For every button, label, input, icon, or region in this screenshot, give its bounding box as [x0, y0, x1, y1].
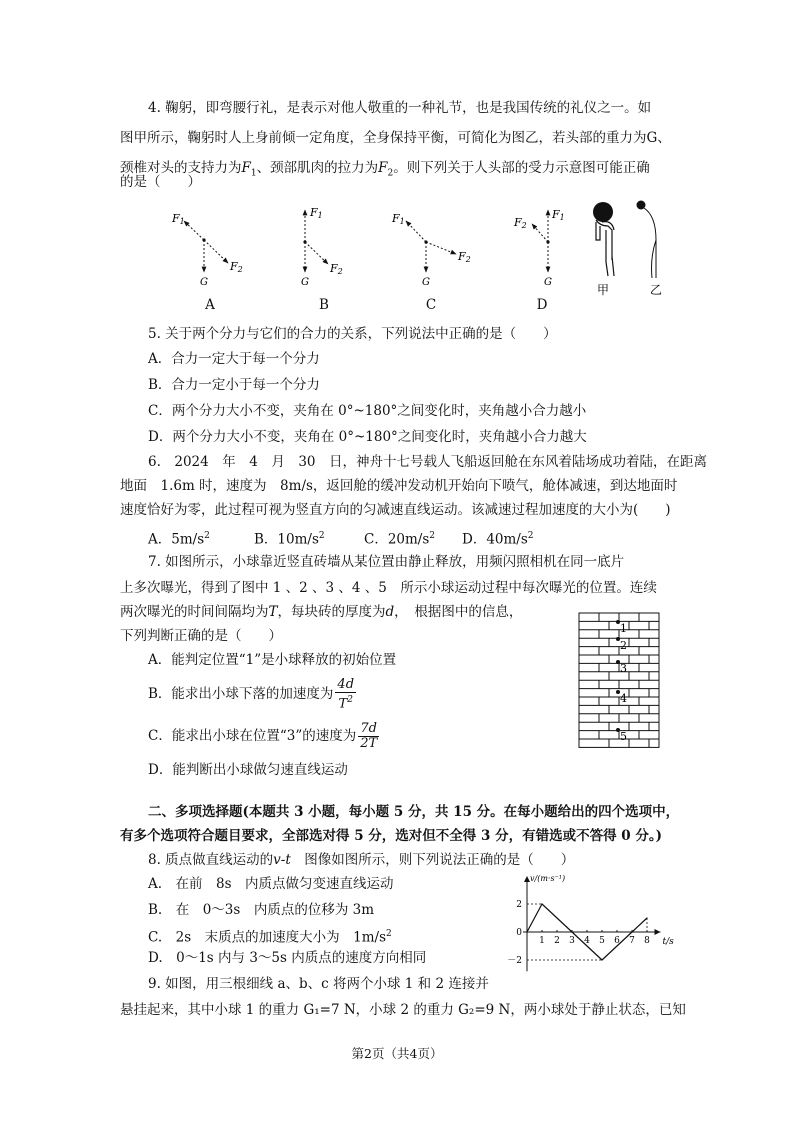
ball-label-5: 5	[620, 730, 627, 743]
q8-option-a: A. 在前 8s 内质点做匀变速直线运动	[148, 876, 394, 892]
c-f2-label: F2	[458, 250, 471, 264]
ball-label-2: 2	[620, 639, 627, 652]
q4-option-c-label: C	[425, 297, 437, 313]
bowing-person-figure	[593, 202, 614, 276]
q6-option-a: A．$5m/s^2$	[148, 531, 210, 548]
q9-line-1: 9. 如图，用三根细线 a、b、c 将两个小球 1 和 2 连接并	[148, 976, 489, 992]
vt-point-3	[601, 959, 602, 960]
vt-point-1	[541, 903, 542, 904]
diagram-b	[301, 206, 343, 288]
x-tick-label-6: 6	[614, 936, 620, 946]
q7-option-b: B．能求出小球下落的加速度为 $\frac{4d}{T^2}$	[148, 677, 355, 712]
q7-option-d: D．能判断出小球做匀速直线运动	[148, 762, 348, 778]
x-tick-label-5: 5	[599, 936, 605, 946]
page-footer: 第2页（共4页）	[351, 1046, 443, 1061]
diagram-c	[391, 212, 471, 288]
t-axis-arrow	[655, 929, 661, 935]
x-tick-label-8: 8	[644, 936, 650, 946]
q7-line-2: 上多次曝光，得到了图中 1 、2 、3 、4 、5 所示小球运动过程中每次曝光的位置。连续	[120, 580, 657, 596]
b-f2-label: F2	[330, 262, 343, 276]
ball-label-3: 3	[620, 662, 627, 675]
q4-option-a-label: A	[205, 297, 215, 313]
ball-label-4: 4	[620, 692, 627, 705]
d-g-label: G	[544, 277, 552, 288]
vt-point-4	[631, 931, 632, 932]
b-f1-label: F1	[310, 206, 323, 220]
y-tick-label-2: 2	[516, 900, 522, 910]
diagram-a	[171, 212, 243, 288]
q6-option-c: C．$20m/s^2$	[364, 531, 436, 548]
x-tick-label-4: 4	[584, 936, 590, 946]
a-f1-label: F1	[172, 212, 185, 226]
y-axis-label: v/(m·s⁻¹)	[530, 874, 566, 883]
vt-point-0	[526, 931, 527, 932]
section2-line-1: 二、多项选择题(本题共 3 小题，每小题 5 分，共 15 分。在每小题给出的四个选项中，	[148, 804, 680, 820]
q7-line-1: 7. 如图所示，小球靠近竖直砖墙从某位置由静止释放，用频闪照相机在同一底片	[148, 554, 625, 570]
brick-wall-figure	[578, 612, 662, 752]
q6-line-2: 地面 1.6m 时，速度为 8m/s，返回舱的缓冲发动机开始向下喷气，舱体减速，到达地面时	[120, 478, 678, 494]
q6-line-3: 速度恰好为零，此过程可视为竖直方向的匀减速直线运动。该减速过程加速度的大小为( )	[120, 502, 671, 518]
q5-option-c: C．两个分力大小不变，夹角在 0°~180°之间变化时，夹角越小合力越小	[148, 403, 587, 419]
q5-option-a: A．合力一定大于每一个分力	[148, 351, 320, 367]
vt-chart	[505, 872, 685, 972]
q4-option-b-label: B	[319, 297, 329, 313]
q8-option-c: C. 2s 末质点的加速度大小为 $1m/s^2$	[148, 929, 392, 946]
vt-point-2	[571, 931, 572, 932]
x-tick-label-7: 7	[629, 936, 635, 946]
q8-option-b: B. 在 0～3s 内质点的位移为 3m	[148, 902, 374, 918]
label-yi: 乙	[649, 283, 663, 297]
q5-option-b: B．合力一定小于每一个分力	[148, 377, 320, 393]
q8-option-d: D. 0～1s 内与 3～5s 内质点的速度方向相同	[148, 950, 427, 966]
q7-option-c: C．能求出小球在位置“3”的速度为 $\frac{7d}{2T}$	[148, 721, 378, 751]
q8-stem: 8. 质点做直线运动的v-t 图像如图所示，则下列说法正确的是（ ）	[148, 852, 575, 868]
a-g-label: G	[200, 277, 208, 288]
q5-option-d: D．两个分力大小不变，夹角在 0°~180°之间变化时，夹角越小合力越大	[148, 429, 587, 445]
d-f1-label: F1	[552, 208, 565, 222]
x-axis-label: t/s	[662, 937, 674, 947]
c-f1-label: F1	[392, 212, 405, 226]
q6-option-b: B．$10m/s^2$	[254, 531, 325, 548]
vt-point-5	[646, 917, 647, 918]
q7-line-3: 两次曝光的时间间隔均为T，每块砖的厚度为d， 根据图中的信息，	[120, 604, 523, 620]
q4-line-2: 图甲所示，鞠躬时人上身前倾一定角度，全身保持平衡，可简化为图乙，若头部的重力为G、	[120, 130, 671, 146]
section2-line-2: 有多个选项符合题目要求，全部选对得 5 分，选对但不全得 3 分，有错选或不答得 0 分。)	[120, 828, 663, 844]
q9-line-2: 悬挂起来，其中小球 1 的重力 G₁=7 N，小球 2 的重力 G₂=9 N，两小球处于静止状态，已知	[120, 1002, 686, 1018]
q4-force-diagrams	[160, 200, 690, 300]
q7-option-a: A．能判定位置“1”是小球释放的初始位置	[148, 652, 397, 668]
simplified-figure	[637, 201, 657, 279]
q7-option-c-fraction: $\frac{7d}{2T}$	[360, 721, 378, 751]
q4-option-d-label: D	[536, 297, 548, 313]
label-jia: 甲	[596, 283, 610, 297]
x-tick-label-2: 2	[554, 936, 560, 946]
a-f2-label: F2	[230, 260, 243, 274]
x-tick-label-1: 1	[539, 936, 545, 946]
c-g-label: G	[422, 277, 430, 288]
q4-line-3: 颈椎对头的支持力为$F_1$、颈部肌肉的拉力为$F_2$。则下列关于人头部的受力示意图可能正确	[120, 160, 650, 179]
q6-line-1: 6. 2024 年 4 月 30 日，神舟十七号载人飞船返回舱在东风着陆场成功着陆，在距离	[148, 454, 708, 470]
diagram-d	[513, 208, 565, 288]
q7-line-4: 下列判断正确的是（ ）	[120, 628, 282, 644]
q6-option-d: D．$40m/s^2$	[462, 531, 534, 548]
q5-stem: 5. 关于两个分力与它们的合力的关系，下列说法中正确的是（ ）	[148, 326, 557, 342]
q4-line-1: 4. 鞠躬，即弯腰行礼，是表示对他人敬重的一种礼节，也是我国传统的礼仪之一。如	[148, 100, 652, 116]
d-f2-label: F2	[514, 216, 527, 230]
q4-line-4: 的是（ ）	[120, 174, 201, 190]
y-tick-label-0: 0	[516, 928, 522, 938]
ball-label-1: 1	[620, 622, 627, 635]
x-tick-label-3: 3	[569, 936, 575, 946]
y-tick-label--2: －2	[507, 956, 522, 966]
q7-option-b-fraction: $\frac{4d}{T^2}$	[337, 677, 355, 712]
b-g-label: G	[301, 277, 309, 288]
